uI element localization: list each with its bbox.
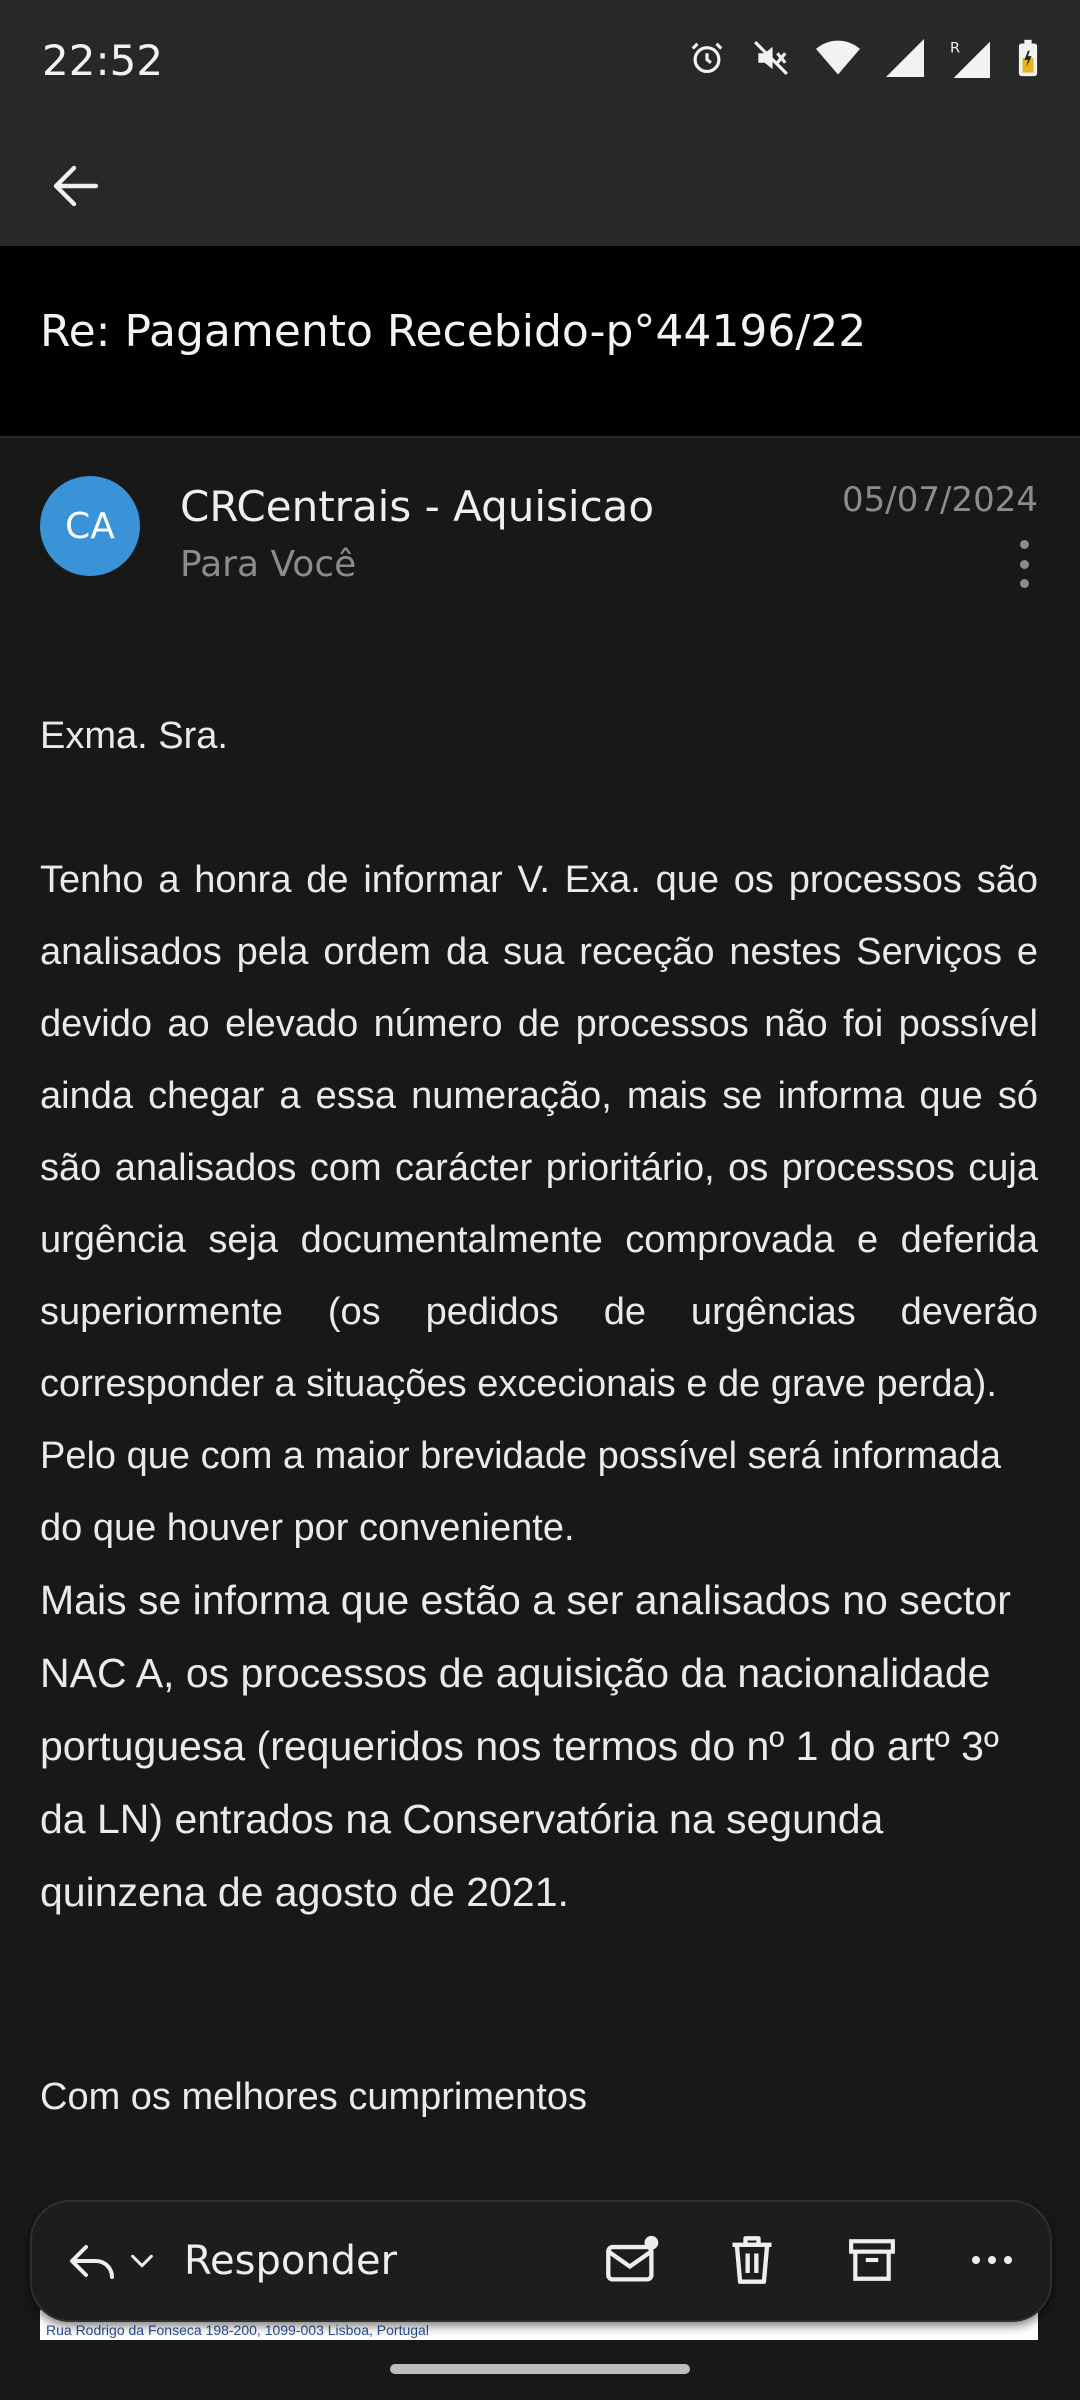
mark-unread-icon <box>604 2234 660 2286</box>
greeting: Exma. Sra. <box>40 715 228 757</box>
recipient-label[interactable]: Para Você <box>180 544 357 585</box>
body-paragraph-2: Pelo que com a maior brevidade possível será informada do que houver por conveniente. <box>40 1435 1002 1549</box>
reply-label: Responder <box>184 2238 398 2284</box>
reply-icon <box>68 2239 116 2283</box>
avatar[interactable]: CA <box>40 476 140 576</box>
back-button[interactable] <box>40 150 112 222</box>
action-bar <box>30 2200 1052 2322</box>
status-icons <box>688 38 1040 78</box>
navigation-handle[interactable] <box>390 2364 690 2374</box>
email-date: 05/07/2024 <box>842 480 1038 520</box>
battery-icon <box>1016 38 1040 78</box>
body-paragraph-1: Tenho a honra de informar V. Exa. que os processos são analisados pela ordem da sua receção nestes Serviços e devido ao elevado número de processos não foi possível ainda chegar a essa numeração, mais se informa que só são analisados com carácter prioritário, os processos cuja urgência seja documentalmente comprovada e deferida superiormente (os pedidos de urgências deverão corresponder a situações excecionais e de grave perda). <box>40 859 1038 1405</box>
mute-icon <box>752 39 790 77</box>
svg-text:R: R <box>950 40 961 57</box>
archive-button[interactable] <box>842 2230 902 2290</box>
reply-button[interactable] <box>68 2226 397 2296</box>
body-paragraph-3: Mais se informa que estão a ser analisados no sector NAC A, os processos de aquisição da nacionalidade portuguesa (requeridos nos termos do nº 1 do artº 3º da LN) entrados na Conservatória na segunda quinzena de agosto de 2021. <box>40 1577 1011 1915</box>
arrow-back-icon <box>51 164 101 208</box>
status-time: 22:52 <box>42 36 164 85</box>
subject-bar <box>0 246 1080 438</box>
signoff: Com os melhores cumprimentos <box>40 2076 587 2118</box>
chevron-down-icon[interactable] <box>128 2247 156 2275</box>
mark-unread-button[interactable] <box>602 2230 662 2290</box>
more-actions-button[interactable] <box>962 2230 1022 2290</box>
delete-button[interactable] <box>722 2230 782 2290</box>
alarm-icon <box>688 39 726 77</box>
footer-address: Rua Rodrigo da Fonseca 198-200, 1099-003 Lisboa, Portugal <box>46 2322 429 2338</box>
sender-name[interactable]: CRCentrais - Aquisicao <box>180 482 655 531</box>
more-vertical-icon <box>1020 540 1029 549</box>
more-options-button[interactable] <box>1012 534 1036 594</box>
app-bar <box>0 124 1080 246</box>
status-bar <box>0 0 1080 124</box>
trash-icon <box>728 2234 776 2286</box>
email-header <box>0 438 1080 598</box>
archive-icon <box>847 2235 897 2285</box>
signal-roaming-icon <box>950 38 990 78</box>
wifi-icon <box>816 39 860 77</box>
email-body <box>40 700 1038 1929</box>
more-horizontal-icon <box>970 2253 1014 2267</box>
signal-icon <box>886 39 924 77</box>
email-subject: Re: Pagamento Recebido-p°44196/22 <box>40 306 867 357</box>
